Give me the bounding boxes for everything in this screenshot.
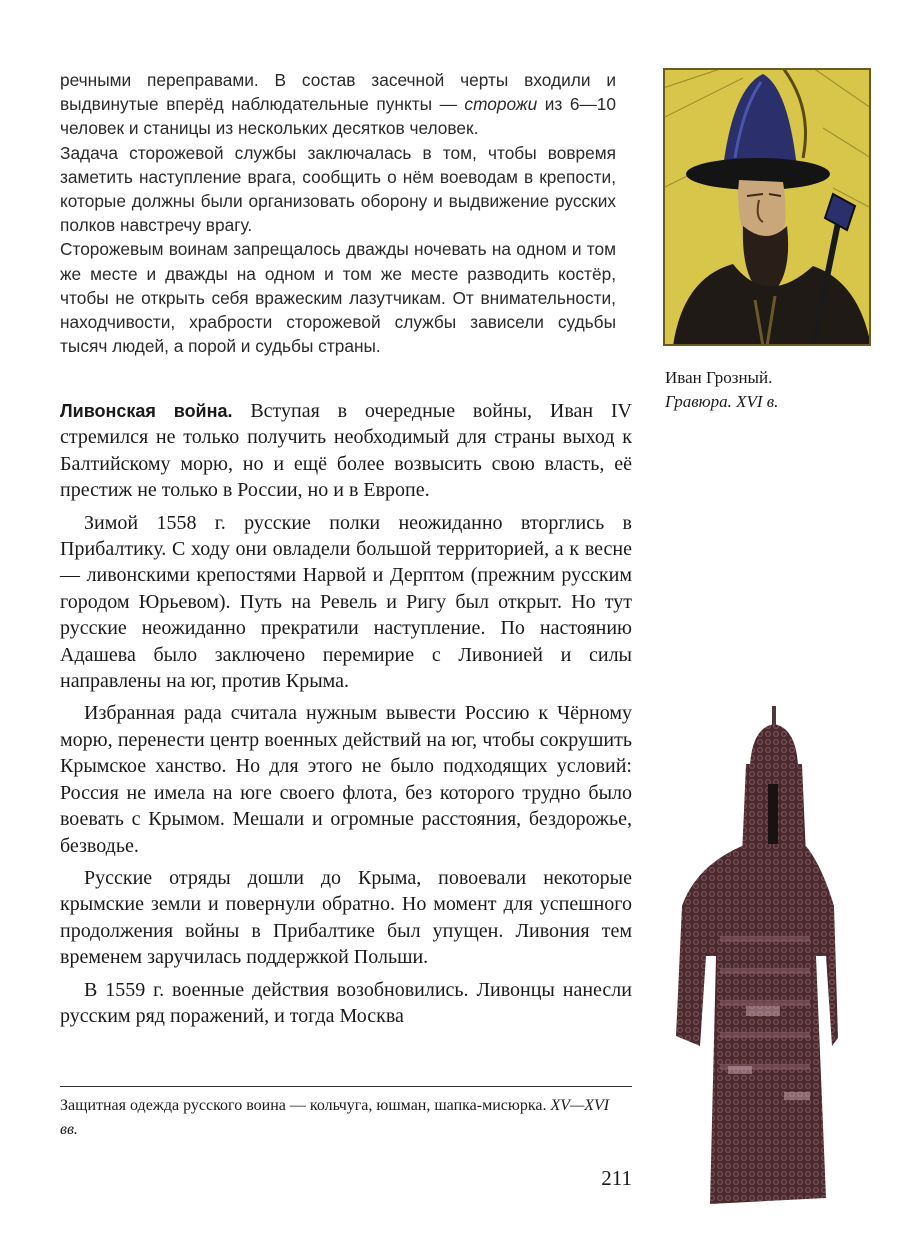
main-paragraph-5: В 1559 г. военные действия возобновились. Ливонцы нанесли русским ряд поражений, и тогда Москва bbox=[60, 978, 632, 1027]
engraving-caption-date: Гравюра. XVI в. bbox=[665, 392, 779, 411]
intro-paragraph-1 bbox=[60, 68, 616, 141]
intro-p1-term: сторожи bbox=[464, 94, 538, 115]
armor-caption-date: XV—XVI вв. bbox=[60, 1097, 610, 1138]
intro-p1-end: из 6—10 человек и станицы из нескольких десятков человек. bbox=[60, 94, 616, 139]
section-heading: Ливонская война. bbox=[60, 401, 233, 421]
intro-paragraph-3: Сторожевым воинам запрещалось дважды ночевать на одном и том же месте и дважды на одном и том же месте разводить костёр, чтобы не открыть себя вражеским лазутчикам. От внимательности, находчивости, храбрости сторожевой службы зависели судьбы тысяч людей, а порой и судьбы страны. bbox=[60, 239, 616, 357]
armor-caption bbox=[60, 1094, 620, 1142]
intro-text-block bbox=[60, 68, 616, 358]
armor-caption-text: Защитная одежда русского воина — кольчуга, юшман, шапка-мисюрка. bbox=[60, 1097, 551, 1114]
page-number: 211 bbox=[601, 1166, 632, 1190]
caption-divider bbox=[60, 1086, 632, 1087]
main-paragraph-1 bbox=[60, 398, 632, 504]
chainmail-armor-image bbox=[676, 706, 838, 1204]
main-paragraph-2: Зимой 1558 г. русские полки неожиданно вторглись в Прибалтику. С ходу они овладели большой территорией, а к весне — ливонскими крепостями Нарвой и Дерптом (прежним русским городом Юрьевом). Путь на Ревель и Ригу был открыт. Но тут русские неожиданно прекратили наступление. По настоянию Адашева было заключено перемирие с Ливонией и силы направлены на юг, против Крыма. bbox=[60, 511, 632, 693]
engraving-caption-title: Иван Грозный. bbox=[665, 368, 773, 387]
main-p1-text: Вступая в очередные войны, Иван IV стремился не только получить необходимый для страны выход к Балтийскому морю, но и ещё более возвысить свою власть, её престиж не только в России, но и в Европе. bbox=[60, 400, 632, 502]
intro-paragraph-2: Задача сторожевой службы заключалась в том, чтобы вовремя заметить наступление врага, сообщить о нём воеводам в крепости, которые должны были организовать оборону и выдвижение русских полков навстречу врагу. bbox=[60, 142, 616, 236]
intro-p1-start: речными переправами. В состав засечной черты входили и выдвинутые вперёд наблюдательные пункты — bbox=[60, 70, 616, 115]
main-paragraph-4: Русские отряды дошли до Крыма, повоевали некоторые крымские земли и повернули обратно. Но момент для успешного продолжения войны в Прибалтике был упущен. Ливония тем временем заручилась поддержкой Польши. bbox=[60, 866, 632, 969]
ivan-grozny-engraving bbox=[663, 68, 871, 346]
engraving-caption bbox=[665, 366, 895, 414]
main-paragraph-3: Избранная рада считала нужным вывести Россию к Чёрному морю, перенести центр военных действий на юг, чтобы сокрушить Крымское ханство. Но для этого не было подходящих условий: Россия не имела на юге своего флота, без которого трудно было воевать с Крымом. Мешали и огромные расстояния, бездорожье, безводье. bbox=[60, 702, 632, 857]
main-text-block bbox=[60, 398, 632, 1035]
